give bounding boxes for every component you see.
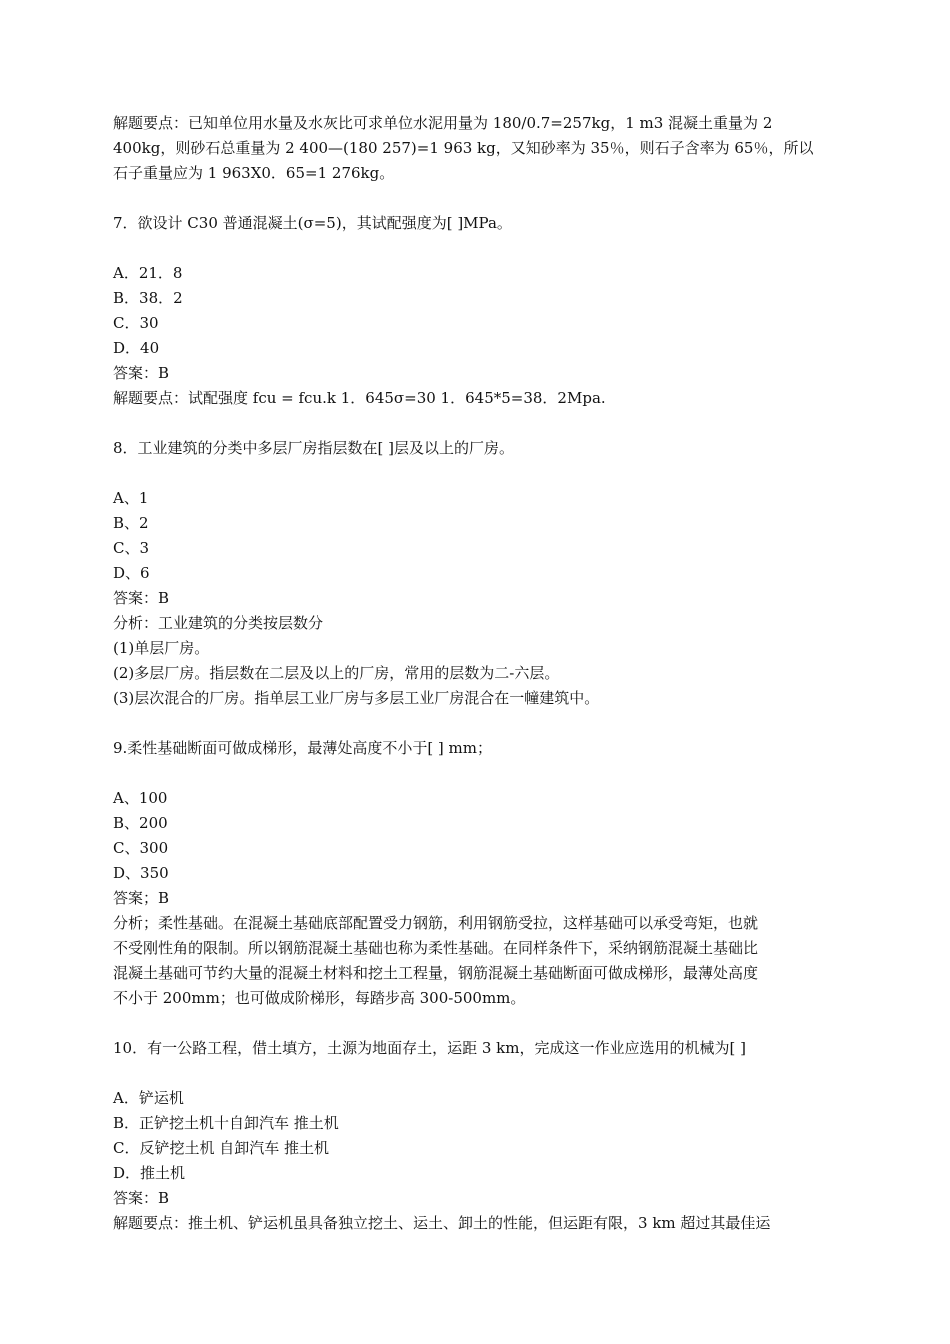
- text-line: D、350: [113, 864, 169, 882]
- paragraph-gap: [113, 761, 840, 786]
- text-line: 400kg，则砂石总重量为 2 400—(180 257)=1 963 kg，又知砂率为 35％，则石子含率为 65％，所以: [113, 139, 814, 157]
- text-line: B、200: [113, 814, 168, 832]
- paragraph-gap: [113, 186, 840, 211]
- text-paragraph: [113, 486, 840, 711]
- text-line: 解题要点：试配强度 fcu = fcu.k 1．645σ=30 1．645*5=38．2Mpa.: [113, 389, 606, 407]
- text-line: 答案：B: [113, 589, 170, 607]
- text-paragraph: [113, 436, 840, 461]
- text-line: B．正铲挖土机十自卸汽车 推土机: [113, 1114, 339, 1132]
- text-line: 解题要点：推土机、铲运机虽具备独立挖土、运土、卸土的性能，但运距有限，3 km 超过其最佳运: [113, 1214, 771, 1232]
- text-line: 9.柔性基础断面可做成梯形，最薄处高度不小于[ ] mm；: [113, 739, 493, 757]
- text-line: 混凝土基础可节约大量的混凝土材料和挖土工程量，钢筋混凝土基础断面可做成梯形，最薄处高度: [113, 964, 759, 982]
- text-line: A．铲运机: [113, 1089, 184, 1107]
- text-paragraph: [113, 111, 840, 186]
- text-line: 答案；B: [113, 889, 170, 907]
- text-line: D．40: [113, 339, 160, 357]
- text-line: (1)单层厂房。: [113, 639, 210, 657]
- text-paragraph: [113, 786, 840, 1011]
- text-line: (3)层次混合的厂房。指单层工业厂房与多层工业厂房混合在一幢建筑中。: [113, 689, 600, 707]
- text-line: 答案：B: [113, 1189, 170, 1207]
- text-line: C．30: [113, 314, 159, 332]
- text-line: 不小于 200mm；也可做成阶梯形，每踏步高 300-500mm。: [113, 989, 526, 1007]
- text-line: A、100: [113, 789, 168, 807]
- text-line: C．反铲挖土机 自卸汽车 推土机: [113, 1139, 330, 1157]
- text-paragraph: [113, 1086, 840, 1236]
- text-line: C、300: [113, 839, 169, 857]
- text-line: 石子重量应为 1 963X0．65=1 276kg。: [113, 164, 395, 182]
- paragraph-gap: [113, 1011, 840, 1036]
- text-line: 解题要点：已知单位用水量及水灰比可求单位水泥用量为 180/0.7=257kg，1 m3 混凝土重量为 2: [113, 114, 773, 132]
- text-line: (2)多层厂房。指层数在二层及以上的厂房，常用的层数为二-六层。: [113, 664, 560, 682]
- text-line: 8．工业建筑的分类中多层厂房指层数在[ ]层及以上的厂房。: [113, 439, 515, 457]
- paragraph-gap: [113, 1061, 840, 1086]
- text-line: 不受刚性角的限制。所以钢筋混凝土基础也称为柔性基础。在同样条件下，采纳钢筋混凝土基础比: [113, 939, 759, 957]
- paragraph-gap: [113, 236, 840, 261]
- paragraph-gap: [113, 711, 840, 736]
- text-line: 10．有一公路工程，借土填方，土源为地面存土，运距 3 km，完成这一作业应选用的机械为[ ]: [113, 1039, 746, 1057]
- text-line: C、3: [113, 539, 150, 557]
- text-line: A．21．8: [113, 264, 183, 282]
- text-paragraph: [113, 211, 840, 236]
- text-line: B、2: [113, 514, 149, 532]
- text-line: A、1: [113, 489, 149, 507]
- text-line: 7．欲设计 C30 普通混凝土(σ=5)，其试配强度为[ ]MPa。: [113, 214, 512, 232]
- text-line: B．38．2: [113, 289, 183, 307]
- text-paragraph: [113, 1036, 840, 1061]
- text-paragraph: [113, 736, 840, 761]
- text-line: 分析：工业建筑的分类按层数分: [113, 614, 324, 632]
- text-paragraph: [113, 261, 840, 411]
- paragraph-gap: [113, 411, 840, 436]
- paragraph-gap: [113, 461, 840, 486]
- text-line: D、6: [113, 564, 150, 582]
- text-line: 答案：B: [113, 364, 170, 382]
- document-page: [113, 111, 840, 1236]
- text-line: D．推土机: [113, 1164, 186, 1182]
- text-line: 分析；柔性基础。在混凝土基础底部配置受力钢筋，利用钢筋受拉，这样基础可以承受弯矩，也就: [113, 914, 759, 932]
